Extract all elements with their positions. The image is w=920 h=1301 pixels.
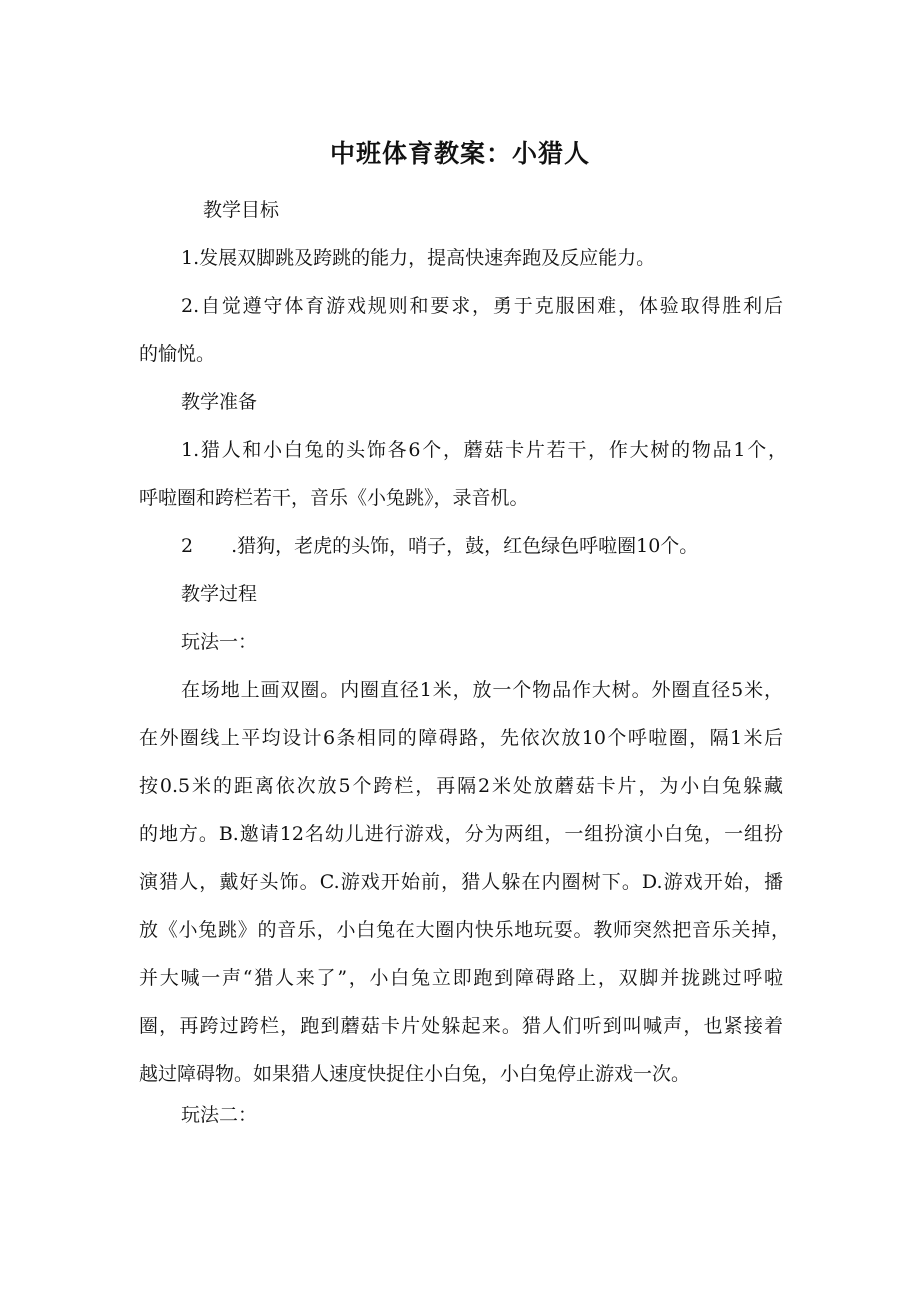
paragraph-line: 按0.5米的距离依次放5个跨栏，再隔2米处放蘑菇卡片，为小白兔躲藏 xyxy=(139,775,783,797)
paragraph-line: 在场地上画双圈。内圈直径1米，放一个物品作大树。外圈直径5米， xyxy=(181,679,783,701)
goal-item-2: 2.自觉遵守体育游戏规则和要求，勇于克服困难，体验取得胜利后 xyxy=(181,295,783,317)
paragraph-line: 并大喊一声“猎人来了”，小白兔立即跑到障碍路上，双脚并拢跳过呼啦 xyxy=(139,967,783,989)
paragraph-line: 在外圈线上平均设计6条相同的障碍路，先依次放10个呼啦圈，隔1米后 xyxy=(139,727,783,749)
paragraph-line: 演猎人，戴好头饰。C.游戏开始前，猎人躲在内圈树下。D.游戏开始，播 xyxy=(139,871,783,893)
prep-item-2: 2 .猎狗，老虎的头饰，哨子，鼓，红色绿色呼啦圈10个。 xyxy=(181,535,699,557)
page-title: 中班体育教案：小猎人 xyxy=(329,139,590,168)
heading-play-method-2: 玩法二： xyxy=(181,1104,258,1126)
goal-item-2-continued: 的愉悦。 xyxy=(139,343,216,365)
paragraph-line: 圈，再跨过跨栏，跑到蘑菇卡片处躲起来。猎人们听到叫喊声，也紧接着 xyxy=(139,1015,783,1037)
heading-play-method-1: 玩法一： xyxy=(181,631,258,653)
goal-item-1: 1.发展双脚跳及跨跳的能力，提高快速奔跑及反应能力。 xyxy=(181,247,656,269)
prep-item-1: 1.猎人和小白兔的头饰各6个，蘑菇卡片若干，作大树的物品1个， xyxy=(181,439,787,461)
paragraph-line: 越过障碍物。如果猎人速度快捉住小白兔，小白兔停止游戏一次。 xyxy=(139,1063,691,1085)
paragraph-line: 的地方。B.邀请12名幼儿进行游戏，分为两组，一组扮演小白兔，一组扮 xyxy=(139,823,783,845)
heading-teaching-goals: 教学目标 xyxy=(203,199,280,221)
paragraph-line: 放《小兔跳》的音乐，小白兔在大圈内快乐地玩耍。教师突然把音乐关掉， xyxy=(139,919,790,941)
heading-teaching-preparation: 教学准备 xyxy=(181,391,258,413)
prep-item-1-continued: 呼啦圈和跨栏若干，音乐《小兔跳》，录音机。 xyxy=(139,487,529,509)
heading-teaching-process: 教学过程 xyxy=(181,583,258,605)
